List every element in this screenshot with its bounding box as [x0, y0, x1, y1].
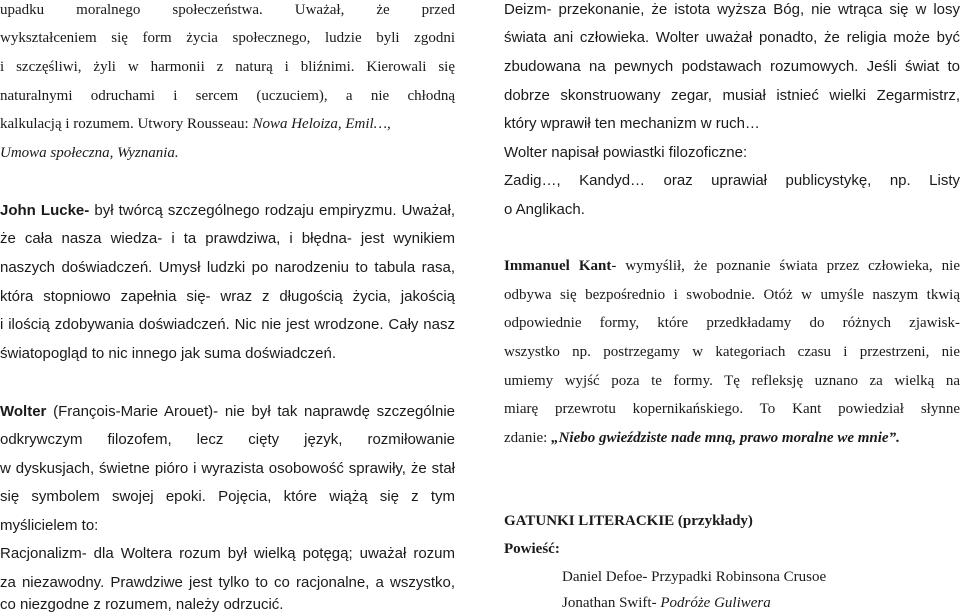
text-line: za niezawodny. Prawdziwe jest tylko to co racjonalne, a wszystko,	[0, 574, 455, 591]
text-line: się symbolem swojej epoki. Pojęcia, które wiążą się z tym	[0, 488, 455, 505]
text-line: myślicielem to:	[0, 517, 99, 534]
text-line: odpowiednie formy, które przedkładamy do różnych zjawisk-	[504, 315, 960, 331]
text-line: w dyskusjach, świetne pióro i wyrazista osobowość sprawiły, że stał	[0, 460, 455, 477]
text-line: Zadig…, Kandyd… oraz uprawiał publicystykę, np. Listy	[504, 172, 960, 189]
text-line: światopogląd to nic innego jak suma doświadczeń.	[0, 345, 337, 362]
text-line: Wolter napisał powiastki filozoficzne:	[504, 144, 748, 161]
text-line: odkrywczym filozofem, lecz cięty język, rozmiłowanie	[0, 431, 455, 448]
text-line	[0, 114, 455, 134]
section-heading: GATUNKI LITERACKIE (przykłady)	[504, 513, 753, 529]
text-line: umiemy wyjść poza te formy. Tę refleksję uznano za wielką na	[504, 373, 960, 389]
text-line	[504, 256, 960, 276]
philosopher-name: John Lucke-	[0, 202, 90, 219]
text-line: Deizm- przekonanie, że istota wyższa Bóg, nie wtrąca się w losy	[504, 1, 960, 18]
works-title: Umowa społeczna, Wyznania.	[0, 145, 179, 161]
text-run: - wymyślił, że poznanie świata przez człowieka, nie	[611, 258, 960, 274]
text-line: miarę przewrotu kopernikańskiego. To Kant powiedział słynne	[504, 401, 960, 417]
text-line: że cała nasza wiedza- i ta prawdziwa, i błędna- jest wynikiem	[0, 230, 455, 247]
book-title: Podróże Guliwera	[660, 595, 771, 611]
text-run: Jonathan Swift-	[562, 595, 661, 611]
subheading: Powieść:	[504, 541, 560, 557]
philosopher-name: Wolter	[0, 403, 47, 420]
text-line: dobrze skonstruowany zegar, musiał istnieć wielki Zegarmistrz,	[504, 87, 960, 104]
text-line: naturalnymi odruchami i sercem (uczuciem), a nie chłodną	[0, 88, 455, 104]
text-line: naszych doświadczeń. Umysł ludzki po narodzeniu to tabula rasa,	[0, 259, 455, 276]
list-item	[504, 593, 960, 613]
text-line: i szczęśliwi, żyli w harmonii z naturą i bliźnimi. Kierowali się	[0, 59, 455, 75]
text-line: wykształceniem się form życia społecznego, ludzie byli zgodni	[0, 30, 455, 46]
list-item: Daniel Defoe- Przypadki Robinsona Crusoe	[562, 569, 827, 585]
text-line: który wprawił ten mechanizm w ruch…	[504, 115, 760, 132]
text-line: o Anglikach.	[504, 201, 585, 218]
philosopher-name: Immanuel Kant	[504, 258, 612, 274]
text-line: co niezgodne z rozumem, należy odrzucić.	[0, 596, 284, 613]
text-run: kalkulacją i rozumem. Utwory Rousseau:	[0, 116, 253, 132]
text-line: która stopniowo zapełnia się- wraz z długością życia, jakością	[0, 288, 455, 305]
text-run: (François-Marie Arouet)- nie był tak naprawdę szczególnie	[46, 403, 455, 420]
kant-quote: „Niebo gwieździste nade mną, prawo moralne we mnie”.	[551, 430, 900, 446]
text-line: i ilością zdobywania doświadczeń. Nic nie jest wrodzone. Cały nasz	[0, 316, 455, 333]
text-line: świata ani człowieka. Wolter uważał ponadto, że religia może być	[504, 29, 960, 46]
text-line: upadku moralnego społeczeństwa. Uważał, że przed	[0, 2, 455, 18]
text-line	[0, 402, 455, 422]
text-line: wszystko np. postrzegamy w kategoriach czasu i przestrzeni, nie	[504, 344, 960, 360]
text-line: odbywa się bezpośrednio i swobodnie. Otóż w umyśle naszym tkwią	[504, 287, 960, 303]
text-line	[504, 428, 960, 448]
text-line	[0, 201, 455, 221]
works-title: Nowa Heloiza, Emil…,	[252, 116, 391, 132]
text-run: był twórcą szczególnego rodzaju empiryzmu. Uważał,	[89, 202, 455, 219]
text-line: zbudowana na pewnych podstawach rozumowych. Jeśli świat to	[504, 58, 960, 75]
text-run: zdanie:	[504, 430, 552, 446]
text-line: Racjonalizm- dla Woltera rozum był wielką potęgą; uważał rozum	[0, 545, 455, 562]
